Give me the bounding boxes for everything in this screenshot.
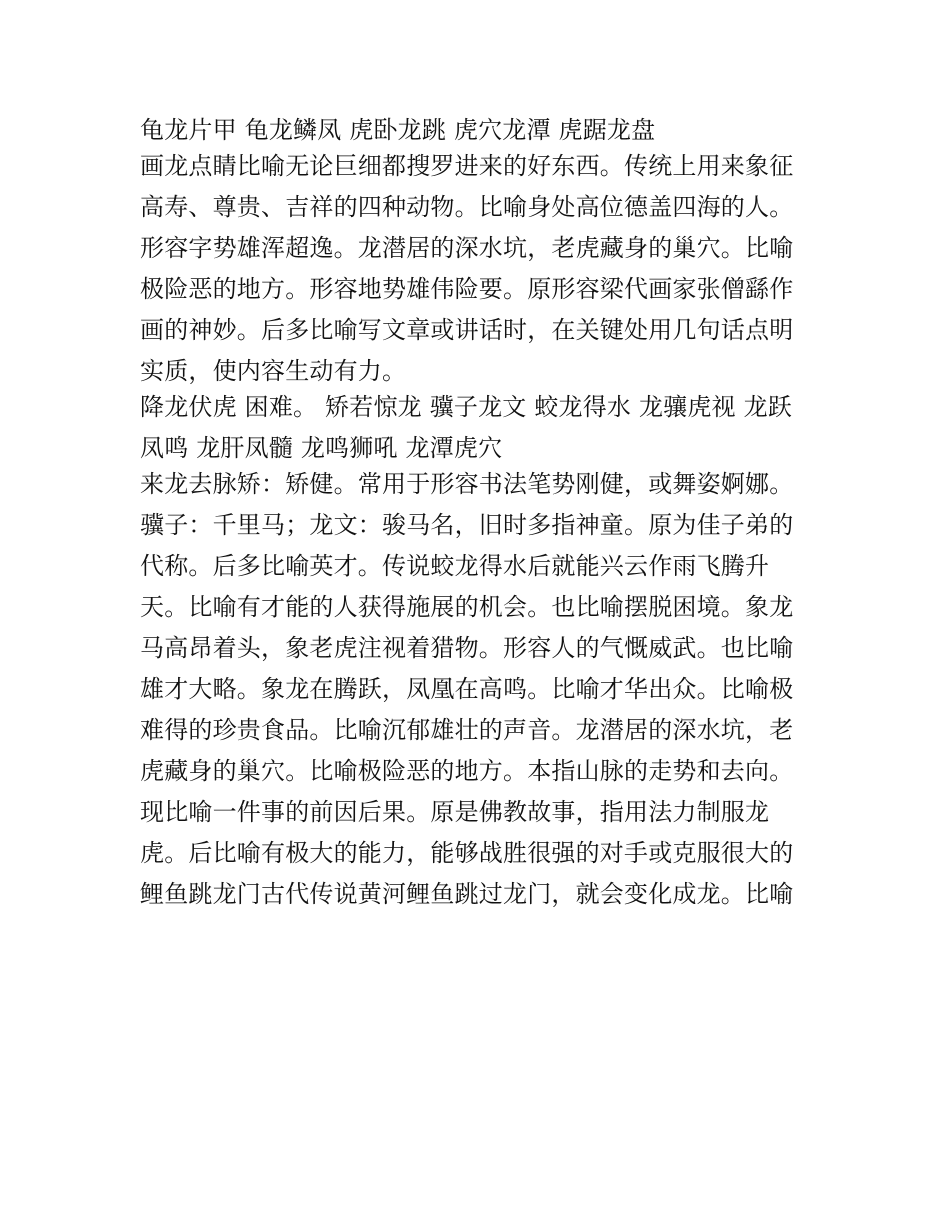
text-line: 形容字势雄浑超逸。龙潜居的深水坑，老虎藏身的巢穴。比喻 [140,234,794,262]
text-line: 代称。后多比喻英才。传说蛟龙得水后就能兴云作雨飞腾升 [140,552,770,580]
text-line: 难得的珍贵食品。比喻沉郁雄壮的声音。龙潜居的深水坑，老 [140,716,794,744]
text-line: 高寿、尊贵、吉祥的四种动物。比喻身处高位德盖四海的人。 [140,193,794,221]
document-body [140,113,820,918]
text-line: 马高昂着头，象老虎注视着猎物。形容人的气慨威武。也比喻 [140,634,794,662]
text-line: 鲤鱼跳龙门古代传说黄河鲤鱼跳过龙门，就会变化成龙。比喻 [140,880,794,908]
text-line: 实质，使内容生动有力。 [140,357,407,385]
text-line: 虎。后比喻有极大的能力，能够战胜很强的对手或克服很大的 [140,839,794,867]
text-line: 龟龙片甲 龟龙鳞凤 虎卧龙跳 虎穴龙潭 虎踞龙盘 [140,116,656,144]
text-line: 极险恶的地方。形容地势雄伟险要。原形容梁代画家张僧繇作 [140,275,794,303]
text-line: 虎藏身的巢穴。比喻极险恶的地方。本指山脉的走势和去向。 [140,757,794,785]
text-line: 凤鸣 龙肝凤髓 龙鸣狮吼 龙潭虎穴 [140,434,503,462]
text-line: 来龙去脉矫：矫健。常用于形容书法笔势刚健，或舞姿婀娜。 [140,470,794,498]
text-line: 骥子：千里马；龙文：骏马名，旧时多指神童。原为佳子弟的 [140,511,794,539]
text-line: 降龙伏虎 困难。 矫若惊龙 骥子龙文 蛟龙得水 龙骧虎视 龙跃 [140,393,792,421]
text-line: 画龙点睛比喻无论巨细都搜罗进来的好东西。传统上用来象征 [140,152,794,180]
text-line: 天。比喻有才能的人获得施展的机会。也比喻摆脱困境。象龙 [140,593,794,621]
text-line: 雄才大略。象龙在腾跃，凤凰在高鸣。比喻才华出众。比喻极 [140,675,794,703]
text-line: 画的神妙。后多比喻写文章或讲话时，在关键处用几句话点明 [140,316,794,344]
text-line: 现比喻一件事的前因后果。原是佛教故事，指用法力制服龙 [140,798,770,826]
